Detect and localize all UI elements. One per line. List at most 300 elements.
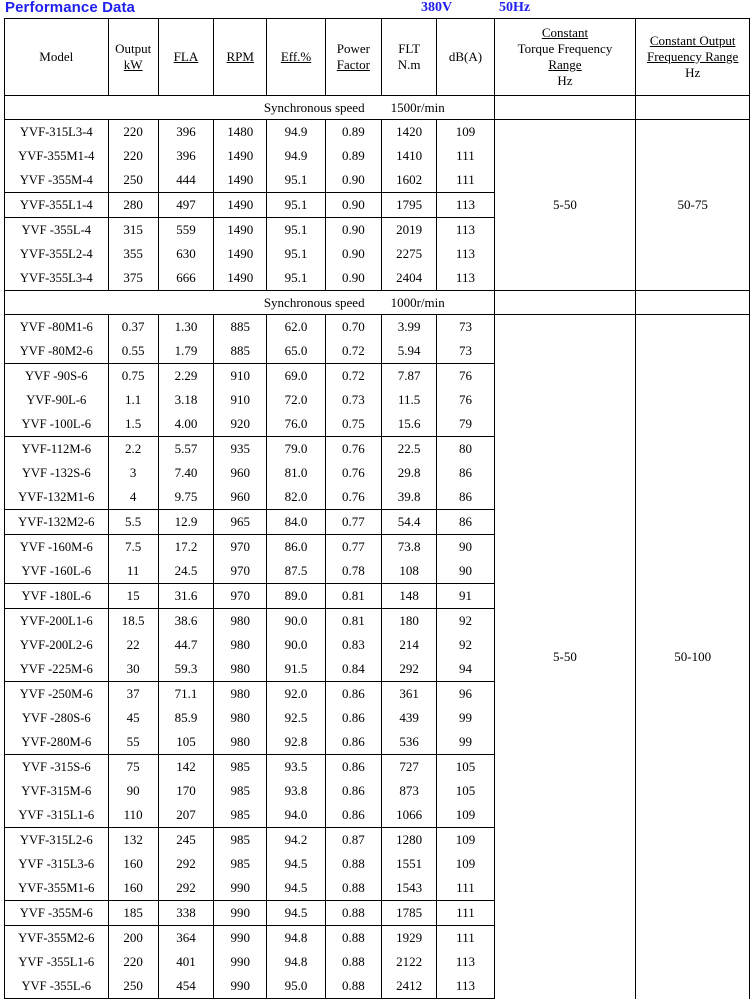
cell-fla: 12.9 (158, 510, 213, 535)
cell-fla: 559 (158, 218, 213, 243)
cell-eff: 93.5 (267, 755, 325, 780)
cell-output-kw: 4 (108, 485, 158, 510)
cell-flt: 7.87 (382, 364, 437, 389)
cell-output-kw: 250 (108, 168, 158, 193)
cell-fla: 666 (158, 266, 213, 291)
cell-output-kw: 7.5 (108, 535, 158, 560)
cell-power-factor: 0.88 (325, 926, 381, 951)
caption-row (0, 0, 756, 18)
synchronous-speed-banner-row (5, 96, 750, 120)
cell-output-kw: 15 (108, 584, 158, 609)
cell-flt: 1929 (382, 926, 437, 951)
cell-power-factor: 0.76 (325, 461, 381, 485)
cell-output-kw: 200 (108, 926, 158, 951)
cell-db: 79 (437, 412, 494, 437)
cell-constant-output-frequency-range: 50-100 (636, 315, 750, 999)
synchronous-speed-banner (5, 291, 495, 315)
cell-model: YVF-355M1-4 (5, 144, 109, 168)
cell-fla: 396 (158, 120, 213, 145)
cell-fla: 401 (158, 950, 213, 974)
cell-fla: 44.7 (158, 633, 213, 657)
header-ct-line2: Torque Frequency (517, 40, 613, 56)
cell-db: 80 (437, 437, 494, 462)
cell-power-factor: 0.88 (325, 950, 381, 974)
cell-flt: 361 (382, 682, 437, 707)
frequency-label: 50Hz (499, 0, 531, 15)
cell-power-factor: 0.70 (325, 315, 381, 340)
cell-db: 94 (437, 657, 494, 682)
cell-fla: 630 (158, 242, 213, 266)
cell-model: YVF -315S-6 (5, 755, 109, 780)
cell-flt: 2122 (382, 950, 437, 974)
header-co-line1: Constant Output (649, 32, 736, 48)
cell-flt: 1543 (382, 876, 437, 901)
cell-output-kw: 5.5 (108, 510, 158, 535)
cell-output-kw: 185 (108, 901, 158, 926)
cell-rpm: 960 (214, 485, 267, 510)
cell-fla: 2.29 (158, 364, 213, 389)
cell-power-factor: 0.88 (325, 974, 381, 999)
synchronous-speed-label: Synchronous speed (263, 99, 365, 115)
cell-db: 90 (437, 535, 494, 560)
cell-power-factor: 0.73 (325, 388, 381, 412)
cell-power-factor: 0.76 (325, 437, 381, 462)
cell-power-factor: 0.90 (325, 266, 381, 291)
cell-power-factor: 0.86 (325, 706, 381, 730)
cell-fla: 105 (158, 730, 213, 755)
page-title: Performance Data (5, 0, 135, 16)
header-ct-line3: Range (548, 57, 582, 72)
cell-eff: 81.0 (267, 461, 325, 485)
cell-output-kw: 0.37 (108, 315, 158, 340)
cell-model: YVF-132M1-6 (5, 485, 109, 510)
cell-power-factor: 0.88 (325, 876, 381, 901)
cell-rpm: 980 (214, 682, 267, 707)
header-constant-torque-frequency-range (494, 19, 636, 96)
cell-eff: 94.8 (267, 926, 325, 951)
cell-output-kw: 0.55 (108, 339, 158, 364)
cell-model: YVF -280S-6 (5, 706, 109, 730)
performance-table (4, 18, 750, 999)
cell-rpm: 980 (214, 730, 267, 755)
cell-output-kw: 22 (108, 633, 158, 657)
cell-power-factor: 0.90 (325, 242, 381, 266)
cell-flt: 439 (382, 706, 437, 730)
cell-power-factor: 0.86 (325, 755, 381, 780)
header-co-line2: Frequency Range (647, 48, 739, 64)
cell-fla: 85.9 (158, 706, 213, 730)
cell-flt: 29.8 (382, 461, 437, 485)
cell-eff: 82.0 (267, 485, 325, 510)
cell-eff: 91.5 (267, 657, 325, 682)
cell-model: YVF -355L-6 (5, 974, 109, 999)
cell-output-kw: 11 (108, 559, 158, 584)
cell-flt: 214 (382, 633, 437, 657)
cell-rpm: 935 (214, 437, 267, 462)
header-kw-label: kW (123, 57, 143, 72)
cell-model: YVF-315M-6 (5, 779, 109, 803)
cell-db: 76 (437, 388, 494, 412)
cell-rpm: 885 (214, 315, 267, 340)
cell-rpm: 960 (214, 461, 267, 485)
cell-flt: 1785 (382, 901, 437, 926)
cell-model: YVF -315L3-6 (5, 852, 109, 876)
cell-db: 99 (437, 706, 494, 730)
cell-db: 111 (437, 144, 494, 168)
cell-output-kw: 160 (108, 852, 158, 876)
cell-rpm: 985 (214, 852, 267, 876)
cell-flt: 73.8 (382, 535, 437, 560)
cell-output-kw: 30 (108, 657, 158, 682)
cell-model: YVF-355L2-4 (5, 242, 109, 266)
synchronous-speed-banner (5, 96, 495, 120)
cell-rpm: 985 (214, 803, 267, 828)
cell-rpm: 1490 (214, 168, 267, 193)
cell-output-kw: 2.2 (108, 437, 158, 462)
cell-output-kw: 55 (108, 730, 158, 755)
cell-eff: 92.0 (267, 682, 325, 707)
header-power-factor (325, 19, 381, 96)
cell-rpm: 970 (214, 584, 267, 609)
cell-rpm: 980 (214, 657, 267, 682)
cell-power-factor: 0.89 (325, 144, 381, 168)
cell-db: 111 (437, 876, 494, 901)
header-factor-label: Factor (336, 57, 370, 72)
cell-model: YVF -180L-6 (5, 584, 109, 609)
cell-fla: 24.5 (158, 559, 213, 584)
cell-constant-torque-frequency-range: 5-50 (494, 315, 636, 999)
banner-co-spacer (636, 291, 750, 315)
cell-flt: 11.5 (382, 388, 437, 412)
cell-model: YVF-355L1-4 (5, 193, 109, 218)
cell-db: 109 (437, 803, 494, 828)
cell-output-kw: 1.5 (108, 412, 158, 437)
cell-fla: 5.57 (158, 437, 213, 462)
cell-model: YVF-315L2-6 (5, 828, 109, 853)
cell-power-factor: 0.81 (325, 609, 381, 634)
cell-power-factor: 0.75 (325, 412, 381, 437)
cell-fla: 292 (158, 876, 213, 901)
cell-power-factor: 0.88 (325, 901, 381, 926)
cell-rpm: 910 (214, 364, 267, 389)
cell-output-kw: 220 (108, 950, 158, 974)
cell-output-kw: 132 (108, 828, 158, 853)
cell-eff: 86.0 (267, 535, 325, 560)
cell-power-factor: 0.83 (325, 633, 381, 657)
cell-output-kw: 250 (108, 974, 158, 999)
cell-eff: 90.0 (267, 609, 325, 634)
cell-eff: 79.0 (267, 437, 325, 462)
cell-eff: 94.9 (267, 120, 325, 145)
banner-ct-spacer (494, 96, 636, 120)
cell-output-kw: 160 (108, 876, 158, 901)
cell-flt: 180 (382, 609, 437, 634)
cell-eff: 72.0 (267, 388, 325, 412)
cell-fla: 292 (158, 852, 213, 876)
header-output-label: Output (115, 40, 152, 56)
banner-ct-spacer (494, 291, 636, 315)
cell-flt: 1280 (382, 828, 437, 853)
cell-rpm: 1490 (214, 218, 267, 243)
cell-output-kw: 315 (108, 218, 158, 243)
cell-power-factor: 0.90 (325, 193, 381, 218)
cell-db: 86 (437, 485, 494, 510)
cell-rpm: 985 (214, 755, 267, 780)
cell-output-kw: 3 (108, 461, 158, 485)
cell-model: YVF -355M-6 (5, 901, 109, 926)
cell-eff: 95.1 (267, 266, 325, 291)
cell-eff: 94.5 (267, 852, 325, 876)
cell-eff: 95.0 (267, 974, 325, 999)
cell-eff: 94.5 (267, 876, 325, 901)
cell-fla: 396 (158, 144, 213, 168)
cell-rpm: 1490 (214, 193, 267, 218)
voltage-label: 380V (421, 0, 453, 15)
header-model: Model (5, 19, 109, 96)
cell-power-factor: 0.88 (325, 852, 381, 876)
cell-eff: 92.5 (267, 706, 325, 730)
cell-flt: 5.94 (382, 339, 437, 364)
cell-power-factor: 0.86 (325, 682, 381, 707)
cell-output-kw: 18.5 (108, 609, 158, 634)
cell-flt: 22.5 (382, 437, 437, 462)
cell-fla: 497 (158, 193, 213, 218)
cell-model: YVF-200L2-6 (5, 633, 109, 657)
cell-db: 113 (437, 218, 494, 243)
cell-eff: 94.5 (267, 901, 325, 926)
cell-power-factor: 0.86 (325, 730, 381, 755)
cell-flt: 3.99 (382, 315, 437, 340)
cell-db: 96 (437, 682, 494, 707)
header-ct-line1: Constant (541, 24, 589, 40)
cell-rpm: 980 (214, 706, 267, 730)
synchronous-speed-label: Synchronous speed (263, 294, 365, 310)
cell-db: 76 (437, 364, 494, 389)
cell-fla: 38.6 (158, 609, 213, 634)
cell-eff: 76.0 (267, 412, 325, 437)
cell-db: 86 (437, 510, 494, 535)
cell-flt: 1420 (382, 120, 437, 145)
cell-fla: 142 (158, 755, 213, 780)
cell-model: YVF -160M-6 (5, 535, 109, 560)
cell-power-factor: 0.90 (325, 218, 381, 243)
synchronous-speed-value: 1000r/min (390, 294, 445, 310)
cell-model: YVF-200L1-6 (5, 609, 109, 634)
cell-flt: 108 (382, 559, 437, 584)
cell-flt: 536 (382, 730, 437, 755)
cell-db: 73 (437, 339, 494, 364)
header-eff: Eff.% (267, 19, 325, 96)
cell-output-kw: 45 (108, 706, 158, 730)
cell-rpm: 990 (214, 901, 267, 926)
cell-fla: 31.6 (158, 584, 213, 609)
cell-model: YVF -90S-6 (5, 364, 109, 389)
cell-output-kw: 1.1 (108, 388, 158, 412)
cell-flt: 148 (382, 584, 437, 609)
cell-model: YVF -160L-6 (5, 559, 109, 584)
cell-model: YVF-112M-6 (5, 437, 109, 462)
cell-fla: 338 (158, 901, 213, 926)
cell-model: YVF-90L-6 (5, 388, 109, 412)
cell-power-factor: 0.78 (325, 559, 381, 584)
cell-rpm: 970 (214, 535, 267, 560)
table-row (5, 120, 750, 145)
header-co-line3: Hz (685, 65, 701, 81)
cell-fla: 1.30 (158, 315, 213, 340)
cell-eff: 93.8 (267, 779, 325, 803)
header-db: dB(A) (437, 19, 494, 96)
cell-power-factor: 0.89 (325, 120, 381, 145)
cell-rpm: 980 (214, 633, 267, 657)
cell-db: 91 (437, 584, 494, 609)
cell-eff: 95.1 (267, 193, 325, 218)
cell-flt: 39.8 (382, 485, 437, 510)
cell-rpm: 1490 (214, 144, 267, 168)
header-rpm: RPM (214, 19, 267, 96)
cell-rpm: 985 (214, 779, 267, 803)
table-body (5, 96, 750, 999)
cell-db: 111 (437, 168, 494, 193)
cell-flt: 2404 (382, 266, 437, 291)
banner-co-spacer (636, 96, 750, 120)
cell-db: 111 (437, 926, 494, 951)
cell-rpm: 990 (214, 950, 267, 974)
cell-db: 105 (437, 755, 494, 780)
cell-flt: 1551 (382, 852, 437, 876)
cell-eff: 94.2 (267, 828, 325, 853)
synchronous-speed-value: 1500r/min (390, 99, 445, 115)
cell-flt: 2019 (382, 218, 437, 243)
header-flt (382, 19, 437, 96)
cell-flt: 292 (382, 657, 437, 682)
cell-output-kw: 220 (108, 144, 158, 168)
cell-power-factor: 0.90 (325, 168, 381, 193)
cell-db: 113 (437, 950, 494, 974)
cell-fla: 245 (158, 828, 213, 853)
cell-flt: 1602 (382, 168, 437, 193)
header-nm-label: N.m (397, 57, 421, 72)
cell-rpm: 1490 (214, 266, 267, 291)
cell-rpm: 910 (214, 388, 267, 412)
cell-db: 113 (437, 193, 494, 218)
cell-db: 90 (437, 559, 494, 584)
cell-eff: 65.0 (267, 339, 325, 364)
cell-model: YVF-132M2-6 (5, 510, 109, 535)
cell-model: YVF -132S-6 (5, 461, 109, 485)
cell-power-factor: 0.72 (325, 364, 381, 389)
cell-fla: 71.1 (158, 682, 213, 707)
cell-fla: 1.79 (158, 339, 213, 364)
cell-model: YVF-355M1-6 (5, 876, 109, 901)
header-constant-output-frequency-range (636, 19, 750, 96)
cell-db: 109 (437, 852, 494, 876)
cell-model: YVF -355L-4 (5, 218, 109, 243)
cell-model: YVF -250M-6 (5, 682, 109, 707)
cell-model: YVF -225M-6 (5, 657, 109, 682)
cell-output-kw: 0.75 (108, 364, 158, 389)
cell-flt: 15.6 (382, 412, 437, 437)
cell-fla: 9.75 (158, 485, 213, 510)
cell-eff: 95.1 (267, 242, 325, 266)
cell-fla: 170 (158, 779, 213, 803)
cell-db: 92 (437, 633, 494, 657)
cell-flt: 727 (382, 755, 437, 780)
cell-power-factor: 0.77 (325, 535, 381, 560)
cell-eff: 87.5 (267, 559, 325, 584)
cell-output-kw: 90 (108, 779, 158, 803)
cell-output-kw: 110 (108, 803, 158, 828)
cell-rpm: 965 (214, 510, 267, 535)
cell-rpm: 990 (214, 926, 267, 951)
cell-eff: 95.1 (267, 218, 325, 243)
cell-output-kw: 37 (108, 682, 158, 707)
cell-rpm: 970 (214, 559, 267, 584)
cell-flt: 1066 (382, 803, 437, 828)
table-row (5, 315, 750, 340)
cell-db: 92 (437, 609, 494, 634)
cell-fla: 207 (158, 803, 213, 828)
cell-power-factor: 0.77 (325, 510, 381, 535)
cell-eff: 94.0 (267, 803, 325, 828)
cell-fla: 3.18 (158, 388, 213, 412)
cell-rpm: 990 (214, 974, 267, 999)
cell-output-kw: 75 (108, 755, 158, 780)
table-header (5, 19, 750, 96)
cell-output-kw: 355 (108, 242, 158, 266)
cell-db: 73 (437, 315, 494, 340)
cell-eff: 95.1 (267, 168, 325, 193)
header-ct-line4: Hz (557, 73, 573, 89)
cell-model: YVF-355M2-6 (5, 926, 109, 951)
cell-eff: 69.0 (267, 364, 325, 389)
cell-fla: 4.00 (158, 412, 213, 437)
cell-power-factor: 0.84 (325, 657, 381, 682)
header-output-kw (108, 19, 158, 96)
header-flt-label: FLT (398, 40, 421, 56)
cell-db: 109 (437, 120, 494, 145)
cell-model: YVF -315L1-6 (5, 803, 109, 828)
cell-fla: 7.40 (158, 461, 213, 485)
cell-db: 86 (437, 461, 494, 485)
cell-fla: 364 (158, 926, 213, 951)
cell-eff: 89.0 (267, 584, 325, 609)
cell-model: YVF -355L1-6 (5, 950, 109, 974)
cell-eff: 62.0 (267, 315, 325, 340)
cell-fla: 454 (158, 974, 213, 999)
header-row (5, 19, 750, 96)
cell-flt: 2275 (382, 242, 437, 266)
cell-fla: 17.2 (158, 535, 213, 560)
cell-model: YVF -100L-6 (5, 412, 109, 437)
cell-flt: 1410 (382, 144, 437, 168)
cell-rpm: 990 (214, 876, 267, 901)
cell-db: 113 (437, 242, 494, 266)
cell-db: 111 (437, 901, 494, 926)
cell-db: 113 (437, 266, 494, 291)
cell-model: YVF -355M-4 (5, 168, 109, 193)
cell-eff: 90.0 (267, 633, 325, 657)
cell-output-kw: 375 (108, 266, 158, 291)
cell-output-kw: 220 (108, 120, 158, 145)
synchronous-speed-banner-row (5, 291, 750, 315)
cell-eff: 94.8 (267, 950, 325, 974)
cell-power-factor: 0.72 (325, 339, 381, 364)
cell-rpm: 985 (214, 828, 267, 853)
cell-constant-torque-frequency-range: 5-50 (494, 120, 636, 291)
cell-fla: 444 (158, 168, 213, 193)
cell-db: 99 (437, 730, 494, 755)
cell-eff: 84.0 (267, 510, 325, 535)
